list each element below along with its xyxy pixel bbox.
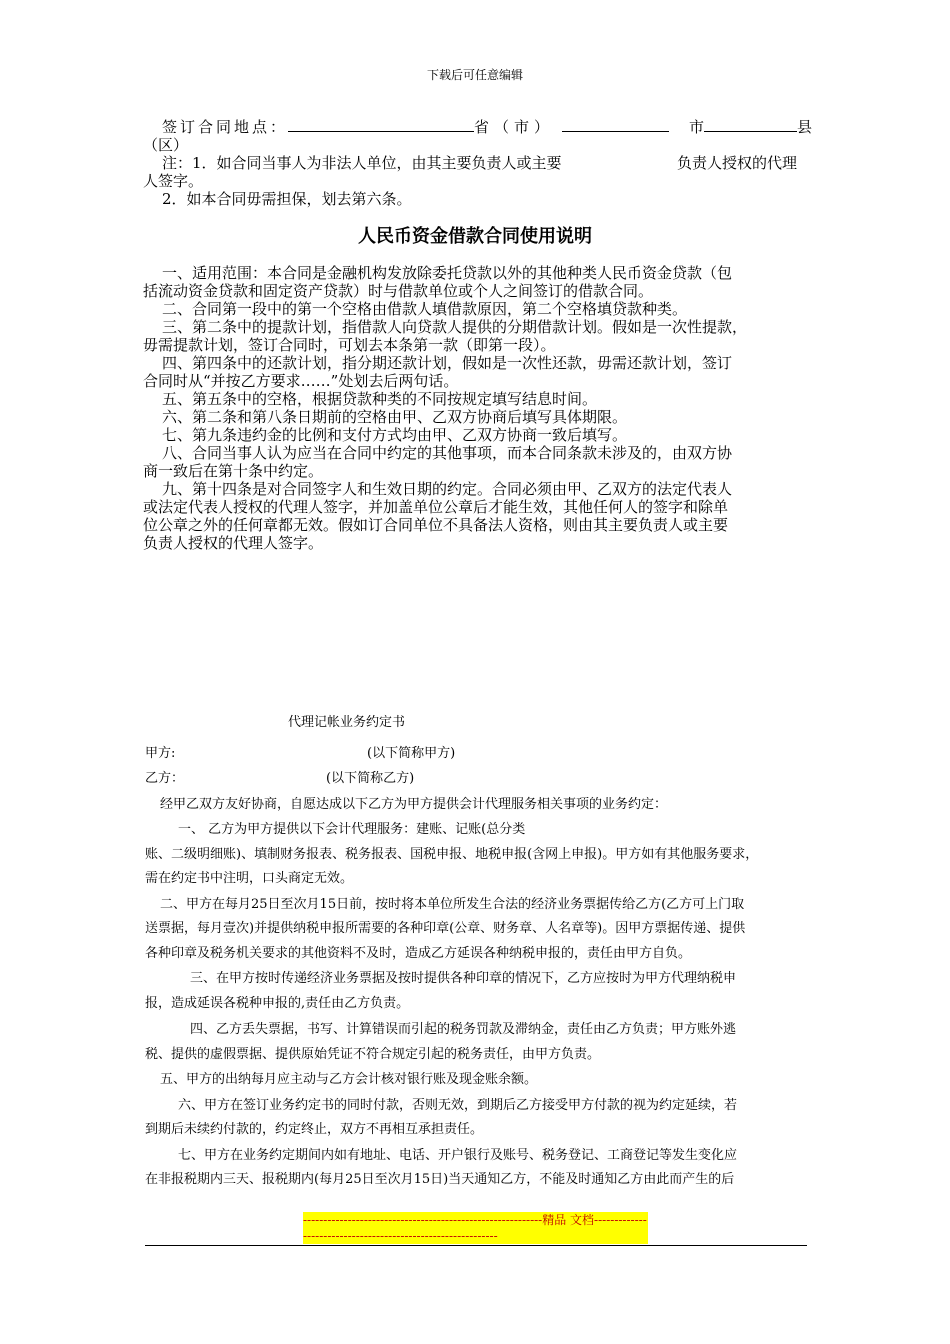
city-label: 市 bbox=[689, 118, 705, 136]
party-b-suffix: (以下简称乙方) bbox=[326, 771, 415, 786]
agreement-line: 到期后未续约付款的，约定终止，双方不再相互承担责任。 bbox=[145, 1122, 484, 1137]
contract-place-line bbox=[162, 116, 812, 137]
agreement-title: 代理记帐业务约定书 bbox=[288, 715, 406, 730]
usage-line: 七、第九条违约金的比例和支付方式均由甲、乙双方协商一致后填写。 bbox=[162, 426, 628, 444]
usage-line: 商一致后在第十条中约定。 bbox=[143, 462, 324, 480]
usage-line: 合同时从“并按乙方要求……”处划去后两句话。 bbox=[143, 372, 459, 390]
usage-title: 人民币资金借款合同使用说明 bbox=[358, 226, 592, 247]
place-blank-2 bbox=[562, 117, 669, 132]
party-a-label: 甲方: bbox=[145, 746, 176, 761]
usage-line: 五、第五条中的空格，根据贷款种类的不同按规定填写结息时间。 bbox=[162, 390, 598, 408]
agreement-line: 经甲乙双方友好协商，自愿达成以下乙方为甲方提供会计代理服务相关事项的业务约定： bbox=[160, 797, 668, 812]
agreement-line: 税、提供的虚假票据、提供原始凭证不符合规定引起的税务责任，由甲方负责。 bbox=[145, 1047, 601, 1062]
agreement-line: 六、甲方在签订业务约定书的同时付款，否则无效，到期后乙方接受甲方付款的视为约定延续，若 bbox=[178, 1098, 738, 1113]
agreement-line: 各种印章及税务机关要求的其他资料不及时，造成乙方延误各种纳税申报的，责任由甲方自负。 bbox=[145, 946, 692, 961]
footer-divider bbox=[145, 1245, 807, 1246]
usage-line: 负责人授权的代理人签字。 bbox=[143, 534, 324, 552]
party-a-suffix: (以下简称甲方) bbox=[367, 746, 456, 761]
usage-line: 或法定代表人授权的代理人签字，并加盖单位公章后才能生效，其他任何人的签字和除单 bbox=[143, 498, 729, 516]
usage-line: 八、合同当事人认为应当在合同中约定的其他事项，而本合同条款未涉及的，由双方协 bbox=[162, 444, 733, 462]
agreement-line: 二、甲方在每月25日至次月15日前，按时将本单位所发生合法的经济业务票据传给乙方(乙方可上门取 bbox=[160, 897, 745, 912]
party-b-label: 乙方： bbox=[145, 771, 185, 786]
agreement-line: 报，造成延误各税种申报的,责任由乙方负责。 bbox=[145, 996, 410, 1011]
usage-line: 位公章之外的任何章都无效。假如订合同单位不具备法人资格，则由其主要负责人或主要 bbox=[143, 516, 729, 534]
note-1-end: 人签字。 bbox=[143, 172, 204, 190]
place-blank-1 bbox=[288, 117, 474, 132]
usage-line: 毋需提款计划，签订合同时，可划去本条第一款（即第一段）。 bbox=[143, 336, 556, 354]
note-1-continued: 负责人授权的代理 bbox=[677, 154, 798, 172]
note-2: 2．如本合同毋需担保，划去第六条。 bbox=[162, 190, 412, 208]
download-note: 下载后可任意编辑 bbox=[426, 68, 523, 82]
note-1: 注：1．如合同当事人为非法人单位，由其主要负责人或主要 bbox=[162, 154, 562, 172]
usage-line: 九、第十四条是对合同签字人和生效日期的约定。合同必须由甲、乙双方的法定代表人 bbox=[162, 480, 733, 498]
agreement-line: 一、 乙方为甲方提供以下会计代理服务：建账、记账(总分类 bbox=[178, 822, 526, 837]
contract-place-label: 签订合同地点： bbox=[162, 118, 289, 136]
usage-line: 三、第二条中的提款计划，指借款人向贷款人提供的分期借款计划。假如是一次性提款， bbox=[162, 318, 748, 336]
usage-line: 括流动资金贷款和固定资产贷款）时与借款单位或个人之间签订的借款合同。 bbox=[143, 282, 654, 300]
place-blank-3 bbox=[704, 117, 797, 132]
agreement-line: 需在约定书中注明，口头商定无效。 bbox=[145, 871, 354, 886]
agreement-line: 在非报税期内三天、报税期内(每月25日至次月15日)当天通知乙方，不能及时通知乙方由此而产生的后 bbox=[145, 1172, 735, 1187]
agreement-line: 送票据，每月壹次)并提供纳税申报所需要的各种印章(公章、财务章、人名章等)。因甲方票据传递、提供 bbox=[145, 921, 746, 936]
agreement-line: 账、二级明细账)、填制财务报表、税务报表、国税申报、地税申报(含网上申报)。甲方如有其他服务要求， bbox=[145, 847, 759, 862]
agreement-line: 四、乙方丢失票据，书写、计算错误而引起的税务罚款及滞纳金，责任由乙方负责；甲方账外逃 bbox=[190, 1022, 737, 1037]
agreement-line: 三、在甲方按时传递经济业务票据及按时提供各种印章的情况下，乙方应按时为甲方代理纳税申 bbox=[190, 971, 737, 986]
province-label: 省（市） bbox=[474, 118, 555, 136]
usage-line: 四、第四条中的还款计划，指分期还款计划，假如是一次性还款，毋需还款计划，签订 bbox=[162, 354, 733, 372]
agreement-line: 五、甲方的出纳每月应主动与乙方会计核对银行账及现金账余额。 bbox=[160, 1072, 538, 1087]
agreement-line: 七、甲方在业务约定期间内如有地址、电话、开户银行及账号、税务登记、工商登记等发生变化应 bbox=[178, 1148, 738, 1163]
usage-line: 六、第二条和第八条日期前的空格由甲、乙双方协商后填写具体期限。 bbox=[162, 408, 628, 426]
district-label: （区） bbox=[143, 136, 189, 154]
usage-line: 二、合同第一段中的第一个空格由借款人填借款原因，第二个空格填贷款种类。 bbox=[162, 300, 688, 318]
county-label: 县 bbox=[797, 118, 813, 136]
footer-banner: -----------------------------------------------------------精品 文档------------------------------------------------------------- bbox=[303, 1213, 647, 1243]
usage-line: 一、适用范围：本合同是金融机构发放除委托贷款以外的其他种类人民币资金贷款（包 bbox=[162, 264, 733, 282]
